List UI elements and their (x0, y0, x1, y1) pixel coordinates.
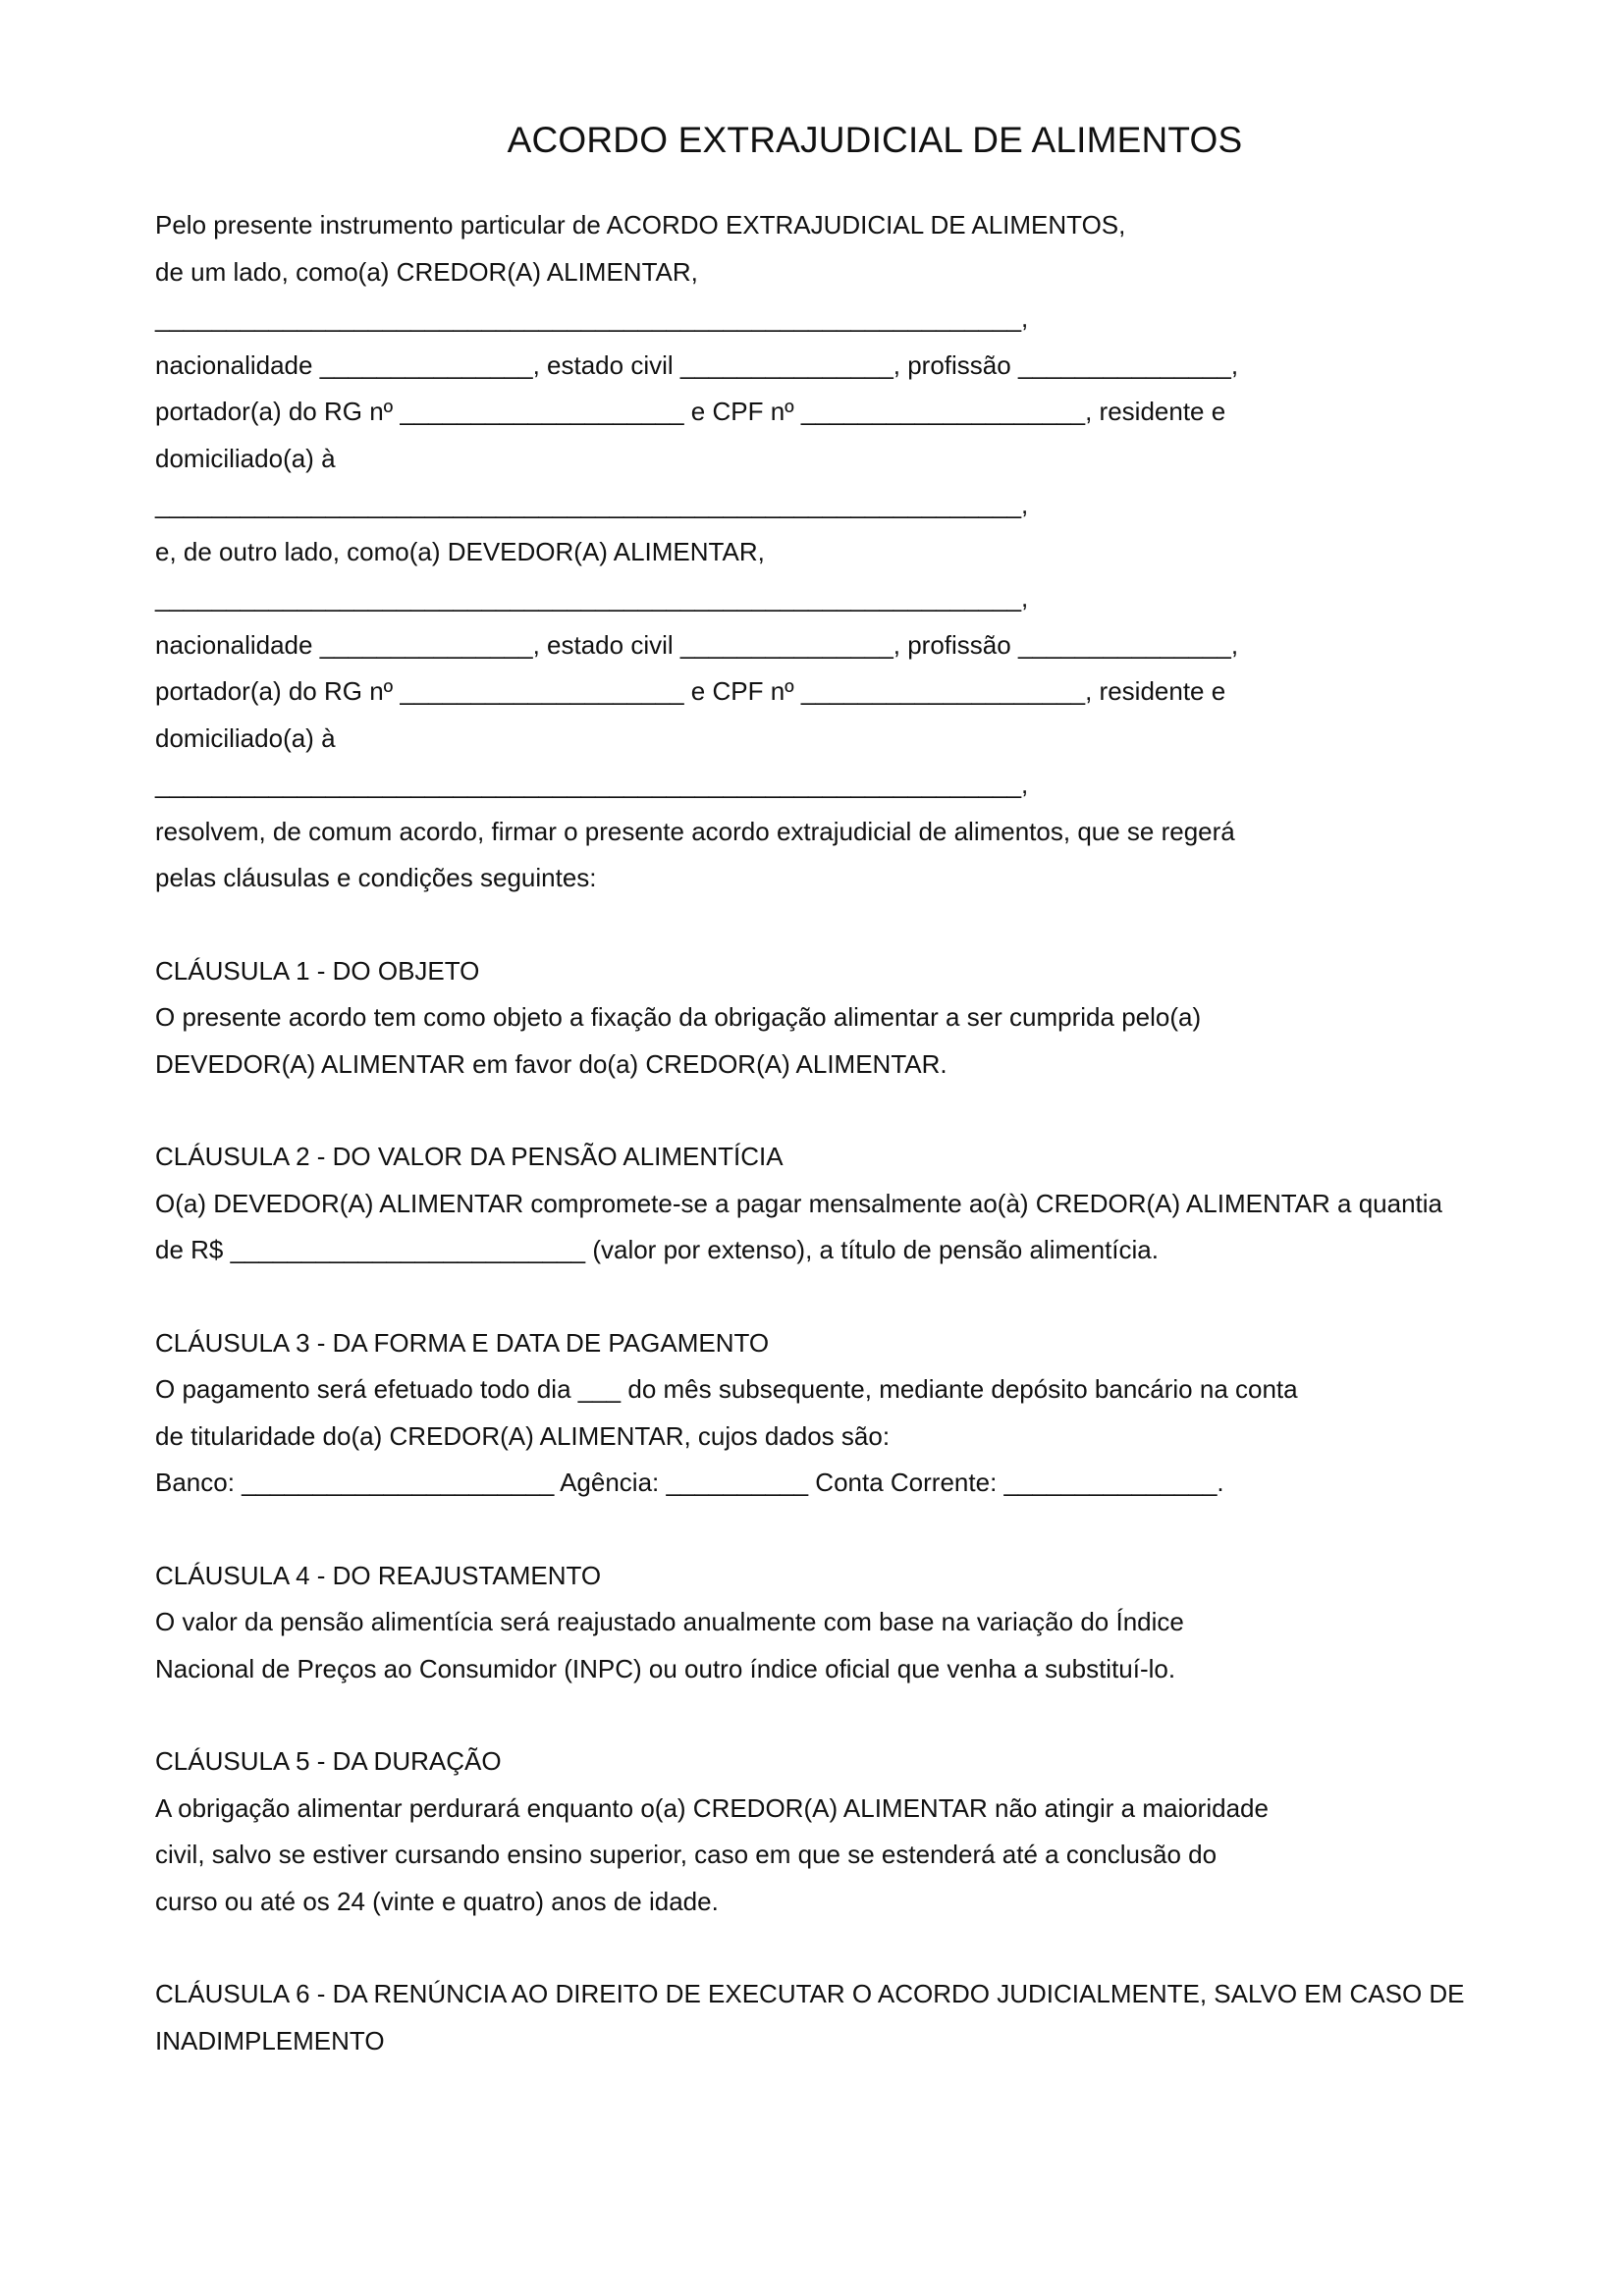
intro-line: nacionalidade _______________, estado civil _______________, profissão _______________, (155, 629, 1239, 660)
clause-3 (155, 1320, 1565, 1507)
clause-5 (155, 1738, 1565, 1925)
clause-line: Banco: ______________________ Agência: __________ Conta Corrente: _______________. (155, 1468, 1224, 1497)
intro-line: resolvem, de comum acordo, firmar o presente acordo extrajudicial de alimentos, que se regerá (155, 816, 1235, 846)
intro-section (155, 202, 1565, 902)
clause-heading: CLÁUSULA 3 - DA FORMA E DATA DE PAGAMENTO (155, 1327, 770, 1358)
intro-line: domiciliado(a) à (155, 722, 336, 753)
intro-line: domiciliado(a) à (155, 443, 336, 473)
blank-field-line: _____________________________________________________________, (155, 303, 1029, 333)
clause-2 (155, 1134, 1565, 1274)
clause-line: Nacional de Preços ao Consumidor (INPC) ou outro índice oficial que venha a substituí-lo. (155, 1653, 1176, 1683)
intro-line: nacionalidade _______________, estado civil _______________, profissão _______________, (155, 349, 1239, 380)
blank-field-line: _____________________________________________________________, (155, 490, 1029, 519)
clause-6 (155, 1971, 1565, 2064)
intro-line: pelas cláusulas e condições seguintes: (155, 863, 597, 892)
clause-line: civil, salvo se estiver cursando ensino superior, caso em que se estenderá até a conclusão do (155, 1840, 1218, 1869)
intro-line: e, de outro lado, como(a) DEVEDOR(A) ALIMENTAR, (155, 536, 765, 566)
clause-line: de titularidade do(a) CREDOR(A) ALIMENTAR, cujos dados são: (155, 1420, 891, 1451)
clause-line: O presente acordo tem como objeto a fixação da obrigação alimentar a ser cumprida pelo(a) (155, 1002, 1202, 1032)
clause-1 (155, 948, 1565, 1089)
clause-line: O(a) DEVEDOR(A) ALIMENTAR compromete-se a pagar mensalmente ao(à) CREDOR(A) ALIMENTAR a quantia (155, 1188, 1443, 1218)
clause-heading: CLÁUSULA 5 - DA DURAÇÃO (155, 1746, 502, 1776)
clause-line: de R$ _________________________ (valor por extenso), a título de pensão alimentícia. (155, 1235, 1159, 1264)
intro-line: de um lado, como(a) CREDOR(A) ALIMENTAR, (155, 256, 698, 287)
clause-heading: CLÁUSULA 6 - DA RENÚNCIA AO DIREITO DE EXECUTAR O ACORDO JUDICIALMENTE, SALVO EM CASO DE (155, 1979, 1465, 2008)
clause-line: O pagamento será efetuado todo dia ___ do mês subsequente, mediante depósito bancário na conta (155, 1374, 1298, 1404)
intro-line: Pelo presente instrumento particular de ACORDO EXTRAJUDICIAL DE ALIMENTOS, (155, 210, 1126, 240)
blank-field-line: _____________________________________________________________, (155, 770, 1029, 799)
clause-heading: CLÁUSULA 4 - DO REAJUSTAMENTO (155, 1560, 602, 1590)
clause-line: O valor da pensão alimentícia será reajustado anualmente com base na variação do Índice (155, 1607, 1184, 1636)
clause-line: curso ou até os 24 (vinte e quatro) anos de idade. (155, 1886, 719, 1916)
clause-heading-continuation: INADIMPLEMENTO (155, 2025, 385, 2056)
clause-heading: CLÁUSULA 1 - DO OBJETO (155, 955, 480, 986)
intro-line: portador(a) do RG nº ____________________ e CPF nº ____________________, residente e (155, 397, 1226, 426)
blank-field-line: _____________________________________________________________, (155, 583, 1029, 613)
clause-heading: CLÁUSULA 2 - DO VALOR DA PENSÃO ALIMENTÍCIA (155, 1142, 784, 1171)
clause-4 (155, 1553, 1565, 1693)
intro-line: portador(a) do RG nº ____________________ e CPF nº ____________________, residente e (155, 676, 1226, 706)
clause-line: A obrigação alimentar perdurará enquanto o(a) CREDOR(A) ALIMENTAR não atingir a maioridade (155, 1792, 1269, 1823)
clause-line: DEVEDOR(A) ALIMENTAR em favor do(a) CREDOR(A) ALIMENTAR. (155, 1048, 947, 1079)
document-title: ACORDO EXTRAJUDICIAL DE ALIMENTOS (507, 120, 1243, 160)
